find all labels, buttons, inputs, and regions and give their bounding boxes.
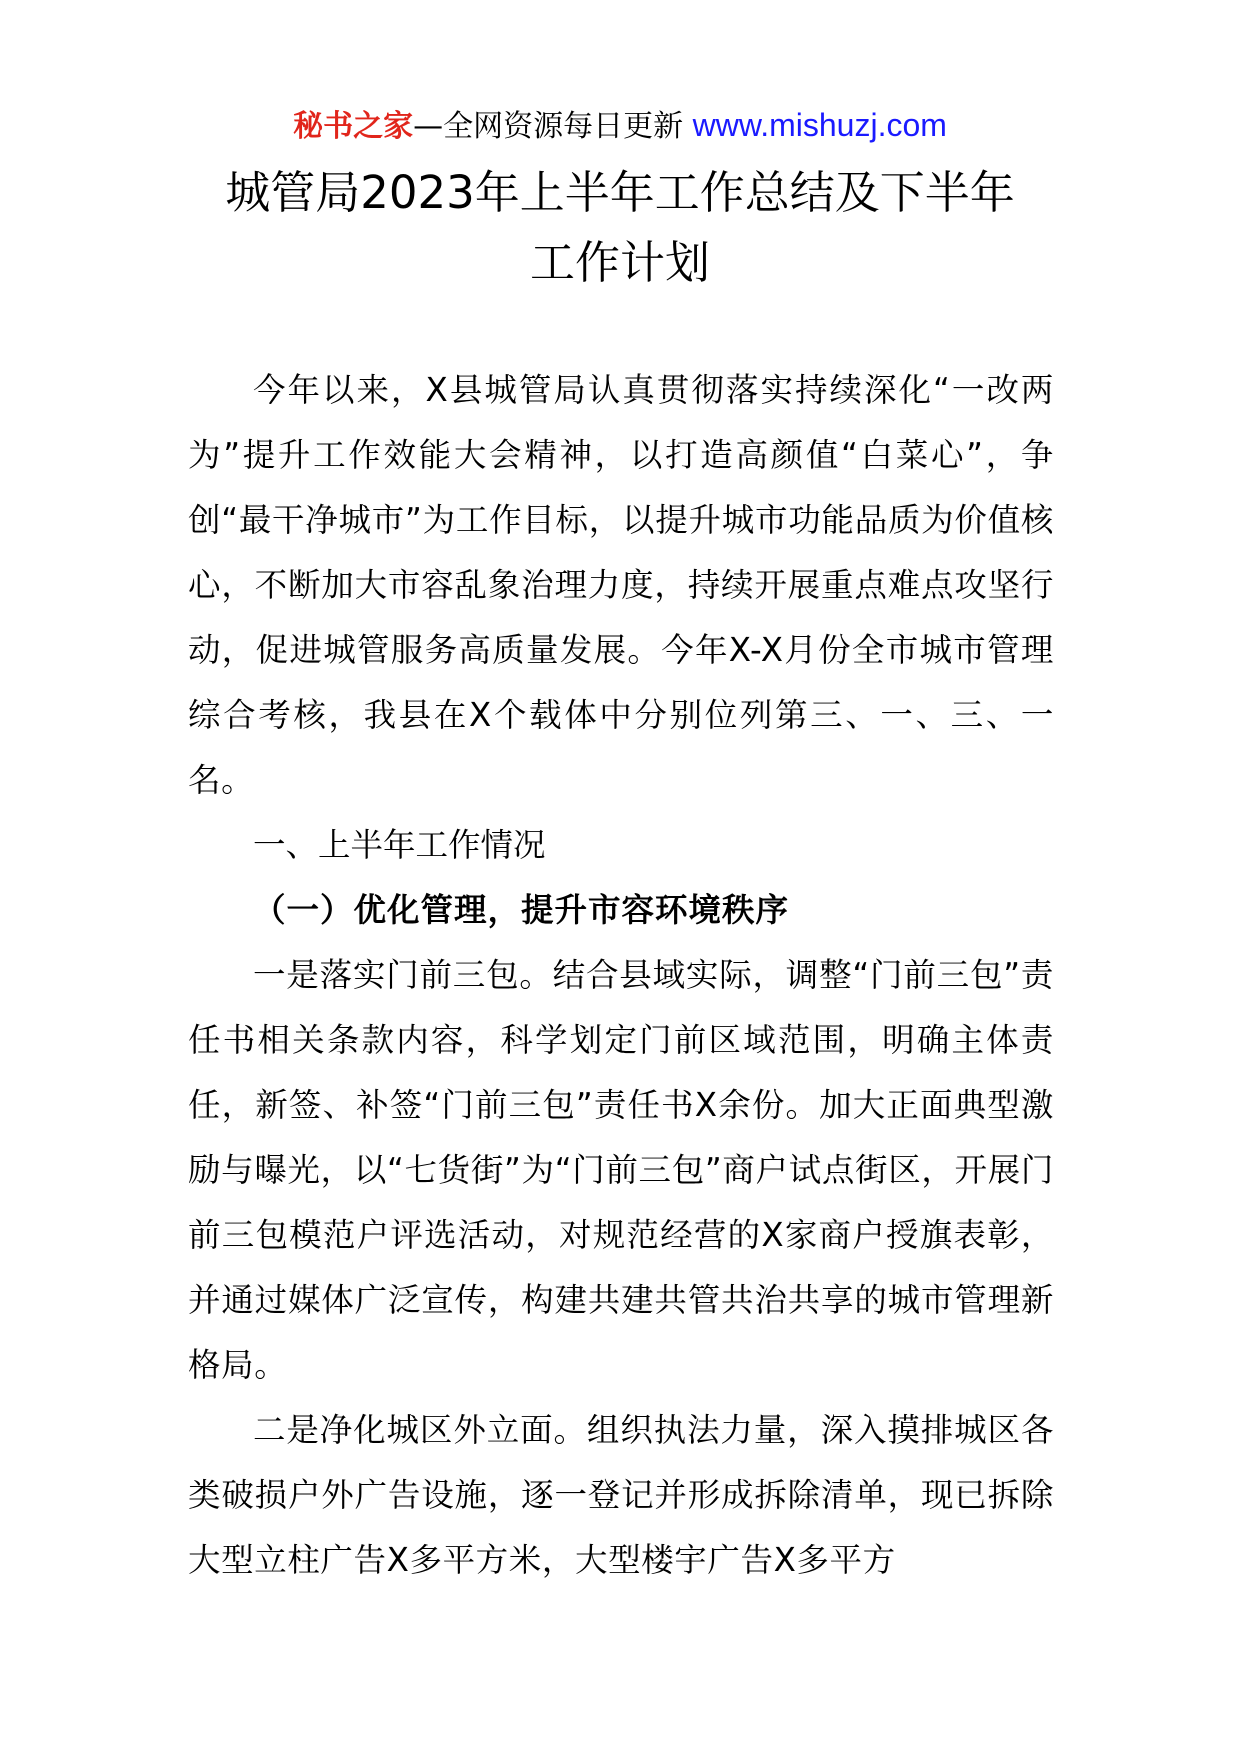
document-title — [150, 158, 1090, 298]
intro-paragraph: 今年以来，X县城管局认真贯彻落实持续深化“一改两为”提升工作效能大会精神，以打造高颜值“白菜心”，争创“最干净城市”为工作目标，以提升城市功能品质为价值核心，不断加大市容乱象治理力度，持续开展重点难点攻坚行动，促进城管服务高质量发展。今年X-X月份全市城市管理综合考核，我县在X个载体中分别位列第三、一、三、一名。 — [188, 371, 1054, 799]
paragraph-item-2: 二是净化城区外立面。组织执法力量，深入摸排城区各类破损户外广告设施，逐一登记并形成拆除清单，现已拆除大型立柱广告X多平方米，大型楼宇广告X多平方 — [188, 1411, 1054, 1579]
subsection-heading: （一）优化管理，提升市容环境秩序 — [253, 891, 790, 929]
website-link[interactable]: www.mishuzj.com — [692, 107, 947, 143]
document-body — [188, 358, 1054, 1593]
title-line-2: 工作计划 — [529, 236, 710, 289]
paragraph-item-1: 一是落实门前三包。结合县域实际，调整“门前三包”责任书相关条款内容，科学划定门前区域范围，明确主体责任，新签、补签“门前三包”责任书X余份。加大正面典型激励与曝光，以“七货街”为“门前三包”商户试点街区，开展门前三包模范户评选活动，对规范经营的X家商户授旗表彰，并通过媒体广泛宣传，构建共建共管共治共享的城市管理新格局。 — [188, 956, 1054, 1384]
section-heading: 一、上半年工作情况 — [253, 826, 546, 864]
brand-name: 秘书之家 — [293, 109, 414, 144]
header-banner — [0, 100, 1240, 150]
banner-slogan: —全网资源每日更新 — [413, 109, 684, 144]
title-line-1: 城管局2023年上半年工作总结及下半年 — [225, 166, 1015, 219]
